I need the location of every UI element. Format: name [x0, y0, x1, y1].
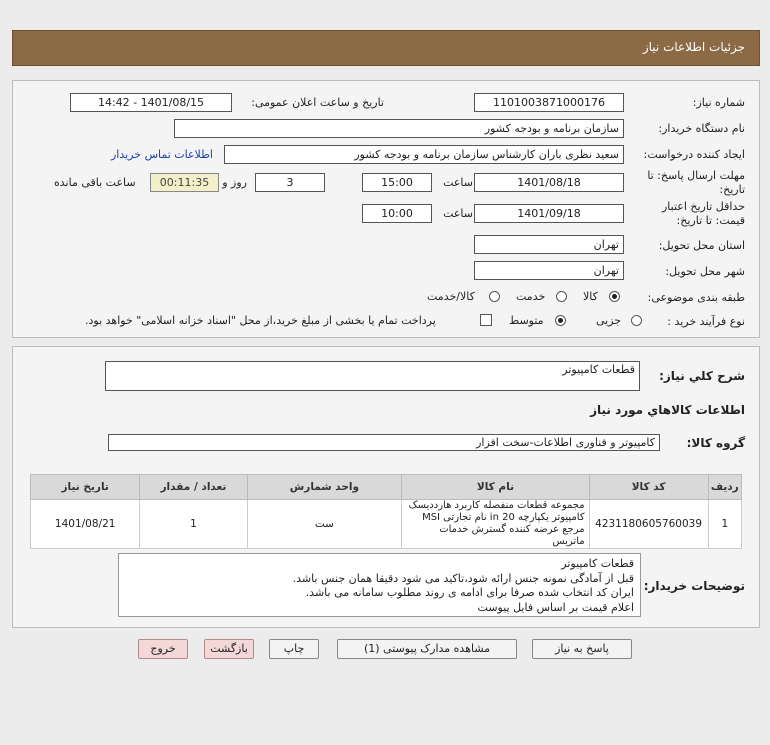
- col-code: کد کالا: [589, 475, 708, 500]
- buyer-notes-label: توضیحات خریدار:: [643, 579, 745, 593]
- deadline-date-field: 1401/08/18: [474, 173, 624, 192]
- buyer-note-line: ایران کد انتخاب شده صرفا برای ادامه ی روند مطلوب سامانه می باشد.: [305, 586, 634, 599]
- deadline-label: مهلت ارسال پاسخ: تا: [647, 169, 745, 182]
- creator-label: ایجاد کننده درخواست:: [643, 148, 745, 161]
- cell-date: 1401/08/21: [31, 500, 140, 549]
- contact-buyer-link[interactable]: اطلاعات تماس خریدار: [111, 148, 213, 161]
- treasury-checkbox[interactable]: [480, 314, 492, 326]
- deadline-label-2: تاریخ:: [719, 183, 745, 196]
- deadline-time-field: 15:00: [362, 173, 432, 192]
- process-radio-partial[interactable]: [631, 315, 642, 326]
- summary-label: شرح کلي نياز:: [659, 369, 745, 383]
- need-number-label: شماره نیاز:: [692, 96, 745, 109]
- category-label: طبقه بندی موضوعی:: [647, 291, 745, 304]
- page-header: [12, 30, 760, 66]
- table-header-row: [31, 475, 742, 500]
- col-date: تاریخ نیاز: [31, 475, 140, 500]
- validity-time-field: 10:00: [362, 204, 432, 223]
- validity-label-2: قیمت: تا تاریخ:: [676, 214, 745, 227]
- group-field: کامپیوتر و فناوری اطلاعات-سخت افزار: [108, 434, 660, 451]
- days-label: روز و: [222, 176, 247, 189]
- deadline-time-label: ساعت: [443, 176, 473, 189]
- category-radio-service[interactable]: [556, 291, 567, 302]
- creator-field: سعید نظری باران کارشناس سازمان برنامه و بودجه کشور: [224, 145, 624, 164]
- buyer-org-label: نام دستگاه خریدار:: [658, 122, 745, 135]
- category-option-goods: کالا: [583, 290, 598, 303]
- remaining-label: ساعت باقی مانده: [54, 176, 136, 189]
- category-option-goods-service: کالا/خدمت: [427, 290, 475, 303]
- category-option-service: خدمت: [516, 290, 546, 303]
- process-option-partial: جزیی: [596, 314, 622, 327]
- remaining-time-field: 00:11:35: [150, 173, 219, 192]
- col-row: ردیف: [708, 475, 741, 500]
- back-button[interactable]: بازگشت: [204, 639, 254, 659]
- exit-button[interactable]: خروج: [138, 639, 188, 659]
- items-table: [30, 474, 742, 549]
- col-name: نام کالا: [402, 475, 589, 500]
- summary-field: قطعات کامپیوتر: [105, 361, 640, 391]
- table-row: [31, 500, 742, 549]
- days-field: 3: [255, 173, 325, 192]
- attachments-button[interactable]: مشاهده مدارک پیوستی (1): [337, 639, 517, 659]
- city-label: شهر محل تحویل:: [665, 265, 745, 278]
- print-button[interactable]: چاپ: [269, 639, 319, 659]
- page-title: جزئیات اطلاعات نیاز: [642, 40, 745, 54]
- treasury-note: پرداخت تمام یا بخشی از مبلغ خرید،از محل "اسناد خزانه اسلامی" خواهد بود.: [85, 314, 436, 327]
- info-panel: [12, 80, 760, 338]
- cell-qty: 1: [140, 500, 247, 549]
- province-field: تهران: [474, 235, 624, 254]
- goods-info-title: اطلاعات کالاهاي مورد نياز: [590, 403, 745, 417]
- process-radio-medium[interactable]: [555, 315, 566, 326]
- process-option-medium: متوسط: [509, 314, 544, 327]
- category-radio-goods[interactable]: [609, 291, 620, 302]
- cell-name: مجموعه قطعات منفصله کاربرد هارددیسک کامپیوتر یکپارچه 20 in نام تجارتی MSI مرجع عرضه کننده گسترش خدمات ماتریس: [402, 500, 589, 549]
- announce-label: تاریخ و ساعت اعلان عمومی:: [251, 96, 384, 109]
- reply-button[interactable]: پاسخ به نیاز: [532, 639, 632, 659]
- category-radio-goods-service[interactable]: [489, 291, 500, 302]
- cell-unit: ست: [247, 500, 402, 549]
- process-label: نوع فرآیند خرید :: [667, 315, 745, 328]
- buyer-notes-box: [118, 553, 641, 617]
- buyer-note-line: اعلام قیمت بر اساس فایل پیوست: [477, 600, 634, 614]
- validity-date-field: 1401/09/18: [474, 204, 624, 223]
- need-number-field: 1101003871000176: [474, 93, 624, 112]
- group-label: گروه کالا:: [686, 436, 745, 450]
- col-unit: واحد شمارش: [247, 475, 402, 500]
- province-label: استان محل تحویل:: [658, 239, 745, 252]
- validity-label: حداقل تاریخ اعتبار: [661, 200, 745, 213]
- buyer-note-line: قبل از آمادگی نمونه جنس ارائه شود،تاکید می شود دقیقا همان جنس باشد.: [292, 571, 634, 585]
- cell-code: 4231180605760039: [589, 500, 708, 549]
- city-field: تهران: [474, 261, 624, 280]
- validity-time-label: ساعت: [443, 207, 473, 220]
- buyer-note-line: قطعات کامپیوتر: [561, 557, 634, 570]
- col-qty: تعداد / مقدار: [140, 475, 247, 500]
- buyer-org-field: سازمان برنامه و بودجه کشور: [174, 119, 624, 138]
- announce-field: 1401/08/15 - 14:42: [70, 93, 232, 112]
- cell-row: 1: [708, 500, 741, 549]
- details-panel: [12, 346, 760, 628]
